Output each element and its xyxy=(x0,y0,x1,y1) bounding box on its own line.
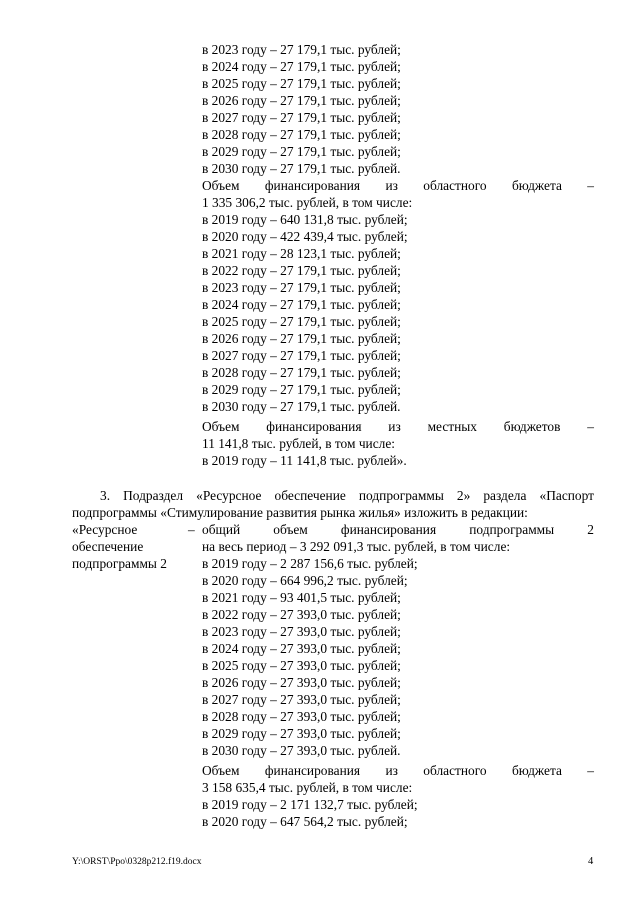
year-funding-line: в 2021 году – 93 401,5 тыс. рублей; xyxy=(202,590,401,605)
page-number: 4 xyxy=(588,856,594,867)
year-funding-line: в 2024 году – 27 179,1 тыс. рублей; xyxy=(202,59,401,74)
paragraph-word: Подраздел xyxy=(123,488,184,503)
heading-word: Объем xyxy=(202,763,240,778)
paragraph-word: 2» xyxy=(456,488,471,503)
regional-year-line: в 2019 году – 640 131,8 тыс. рублей; xyxy=(202,212,408,227)
total-line-2: на весь период – 3 292 091,3 тыс. рублей, в том числе: xyxy=(202,539,511,554)
label-dash: – xyxy=(188,522,195,537)
left-label-line-3: подпрограммы 2 xyxy=(72,556,167,571)
regional-year-line: в 2024 году – 27 179,1 тыс. рублей; xyxy=(202,297,401,312)
heading-word: – xyxy=(587,178,594,193)
year-funding-line: в 2020 году – 664 996,2 тыс. рублей; xyxy=(202,573,408,588)
left-label-line-2: обеспечение xyxy=(72,539,144,554)
regional-year-line: в 2027 году – 27 179,1 тыс. рублей; xyxy=(202,348,401,363)
paragraph-word: «Ресурсное xyxy=(196,488,262,503)
heading-word: бюджета xyxy=(511,178,562,193)
heading-word: из xyxy=(385,178,398,193)
regional-year-line: в 2028 году – 27 179,1 тыс. рублей; xyxy=(202,365,401,380)
heading-word: подпрограммы xyxy=(469,522,555,537)
year-funding-line: в 2030 году – 27 179,1 тыс. рублей. xyxy=(202,161,401,176)
heading-word: из xyxy=(385,763,398,778)
regional-year-line: в 2019 году – 2 171 132,7 тыс. рублей; xyxy=(202,797,418,812)
regional-year-line: в 2030 году – 27 179,1 тыс. рублей. xyxy=(202,399,401,414)
heading-word: финансирования xyxy=(264,763,361,778)
heading-word: финансирования xyxy=(340,522,437,537)
heading-word: – xyxy=(587,763,594,778)
regional-year-line: в 2022 году – 27 179,1 тыс. рублей; xyxy=(202,263,401,278)
year-funding-line: в 2025 году – 27 393,0 тыс. рублей; xyxy=(202,658,401,673)
left-label-line-1: «Ресурсное xyxy=(72,522,138,537)
regional-heading-line-2 xyxy=(202,762,594,779)
heading-word: областного xyxy=(423,178,487,193)
heading-word: финансирования xyxy=(264,178,361,193)
regional-year-line: в 2020 году – 422 439,4 тыс. рублей; xyxy=(202,229,408,244)
heading-word: 2 xyxy=(587,522,594,537)
heading-word: бюджета xyxy=(511,763,562,778)
regional-year-line: в 2023 году – 27 179,1 тыс. рублей; xyxy=(202,280,401,295)
year-funding-line: в 2029 году – 27 393,0 тыс. рублей; xyxy=(202,726,401,741)
total-heading-line xyxy=(202,521,594,538)
local-total-line: 11 141,8 тыс. рублей, в том числе: xyxy=(202,436,396,451)
paragraph-word: раздела xyxy=(483,488,527,503)
year-funding-line: в 2023 году – 27 393,0 тыс. рублей; xyxy=(202,624,401,639)
regional-year-line: в 2029 году – 27 179,1 тыс. рублей; xyxy=(202,382,401,397)
heading-word: из xyxy=(388,419,401,434)
regional-year-line: в 2026 году – 27 179,1 тыс. рублей; xyxy=(202,331,401,346)
year-funding-line: в 2026 году – 27 393,0 тыс. рублей; xyxy=(202,675,401,690)
footer-file-path: Y:\ORST\Ppo\0328p212.f19.docx xyxy=(72,857,202,867)
year-funding-line: в 2029 году – 27 179,1 тыс. рублей; xyxy=(202,144,401,159)
regional-total-line: 1 335 306,2 тыс. рублей, в том числе: xyxy=(202,195,413,210)
heading-word: местных xyxy=(427,419,477,434)
year-funding-line: в 2024 году – 27 393,0 тыс. рублей; xyxy=(202,641,401,656)
year-funding-line: в 2028 году – 27 393,0 тыс. рублей; xyxy=(202,709,401,724)
local-year-line: в 2019 году – 11 141,8 тыс. рублей». xyxy=(202,453,407,468)
regional-total-line-2: 3 158 635,4 тыс. рублей, в том числе: xyxy=(202,780,413,795)
year-funding-line: в 2023 году – 27 179,1 тыс. рублей; xyxy=(202,42,401,57)
paragraph-word: подпрограммы xyxy=(358,488,444,503)
year-funding-line: в 2030 году – 27 393,0 тыс. рублей. xyxy=(202,743,401,758)
local-heading-line xyxy=(202,418,594,435)
year-funding-line: в 2027 году – 27 179,1 тыс. рублей; xyxy=(202,110,401,125)
regional-year-line: в 2020 году – 647 564,2 тыс. рублей; xyxy=(202,814,408,829)
paragraph-word: обеспечение xyxy=(274,488,346,503)
heading-word: областного xyxy=(423,763,487,778)
heading-word: финансирования xyxy=(266,419,362,434)
paragraph-word: 3. xyxy=(100,488,111,503)
heading-word: Объем xyxy=(202,419,240,434)
year-funding-line: в 2026 году – 27 179,1 тыс. рублей; xyxy=(202,93,401,108)
heading-word: бюджетов xyxy=(503,419,561,434)
heading-word: объем xyxy=(273,522,308,537)
regional-heading-line xyxy=(202,177,594,194)
section-3-paragraph-line-2: подпрограммы «Стимулирование развития рынка жилья» изложить в редакции: xyxy=(72,505,528,520)
paragraph-word: «Паспорт xyxy=(539,488,594,503)
heading-word: общий xyxy=(202,522,241,537)
year-funding-line: в 2027 году – 27 393,0 тыс. рублей; xyxy=(202,692,401,707)
heading-word: Объем xyxy=(202,178,240,193)
regional-year-line: в 2025 году – 27 179,1 тыс. рублей; xyxy=(202,314,401,329)
year-funding-line: в 2025 году – 27 179,1 тыс. рублей; xyxy=(202,76,401,91)
regional-year-line: в 2021 году – 28 123,1 тыс. рублей; xyxy=(202,246,401,261)
year-funding-line: в 2028 году – 27 179,1 тыс. рублей; xyxy=(202,127,401,142)
year-funding-line: в 2019 году – 2 287 156,6 тыс. рублей; xyxy=(202,556,418,571)
section-3-paragraph-line-1 xyxy=(100,487,594,504)
heading-word: – xyxy=(587,419,594,434)
year-funding-line: в 2022 году – 27 393,0 тыс. рублей; xyxy=(202,607,401,622)
